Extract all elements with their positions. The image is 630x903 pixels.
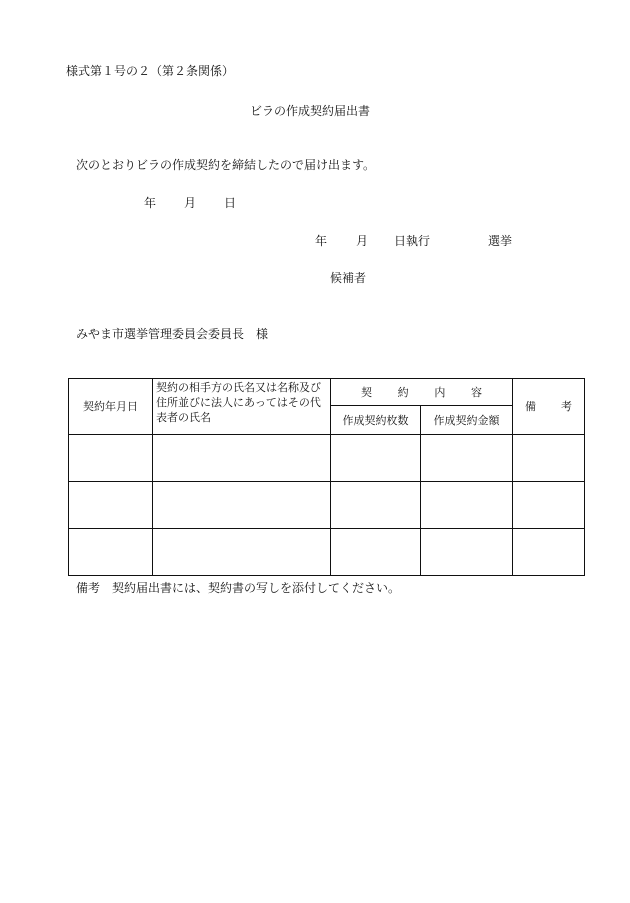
election-label: 選挙 xyxy=(488,234,513,248)
table-cell[interactable] xyxy=(153,482,331,529)
header-contract-char: 内 xyxy=(434,385,446,399)
table-cell[interactable] xyxy=(421,482,513,529)
execution-date-line xyxy=(315,234,512,248)
candidate-label: 候補者 xyxy=(330,271,367,285)
table-row xyxy=(69,435,585,482)
addressee: みやま市選挙管理委員会委員長 様 xyxy=(76,327,269,341)
table-cell[interactable] xyxy=(331,482,421,529)
table-row xyxy=(69,482,585,529)
exec-month-label: 月 xyxy=(356,234,369,248)
table-cell[interactable] xyxy=(153,529,331,576)
table-cell[interactable] xyxy=(69,482,153,529)
document-title: ビラの作成契約届出書 xyxy=(250,104,371,118)
header-contract-party: 契約の相手方の氏名又は名称及び住所並びに法人にあってはその代表者の氏名 xyxy=(153,379,331,435)
table-row xyxy=(69,529,585,576)
table-cell[interactable] xyxy=(513,482,585,529)
date-day-label: 日 xyxy=(224,196,237,210)
table-cell[interactable] xyxy=(513,435,585,482)
form-id: 様式第１号の２（第２条関係） xyxy=(66,64,235,78)
header-quantity: 作成契約枚数 xyxy=(331,406,421,435)
date-year-label: 年 xyxy=(144,196,157,210)
header-remarks-char: 備 xyxy=(525,400,536,413)
header-contract-char: 容 xyxy=(470,385,482,399)
exec-year-label: 年 xyxy=(315,234,328,248)
header-contract-char: 約 xyxy=(397,385,409,399)
contract-table xyxy=(68,378,585,576)
submission-date-line xyxy=(144,196,236,210)
table-cell[interactable] xyxy=(331,529,421,576)
header-remarks xyxy=(513,379,585,435)
header-contract-date: 契約年月日 xyxy=(69,379,153,435)
table-cell[interactable] xyxy=(513,529,585,576)
statement-text: 次のとおりビラの作成契約を締結したので届け出ます。 xyxy=(76,158,376,172)
table-cell[interactable] xyxy=(69,529,153,576)
header-remarks-char: 考 xyxy=(561,400,572,413)
table-cell[interactable] xyxy=(153,435,331,482)
table-cell[interactable] xyxy=(69,435,153,482)
exec-day-label: 日執行 xyxy=(394,234,431,248)
table-cell[interactable] xyxy=(421,529,513,576)
remark-note: 備考 契約届出書には、契約書の写しを添付してください。 xyxy=(76,581,401,595)
header-amount: 作成契約金額 xyxy=(421,406,513,435)
header-contract-char: 契 xyxy=(361,385,372,399)
date-month-label: 月 xyxy=(184,196,197,210)
table-cell[interactable] xyxy=(421,435,513,482)
header-contract-details xyxy=(331,379,513,406)
table-cell[interactable] xyxy=(331,435,421,482)
